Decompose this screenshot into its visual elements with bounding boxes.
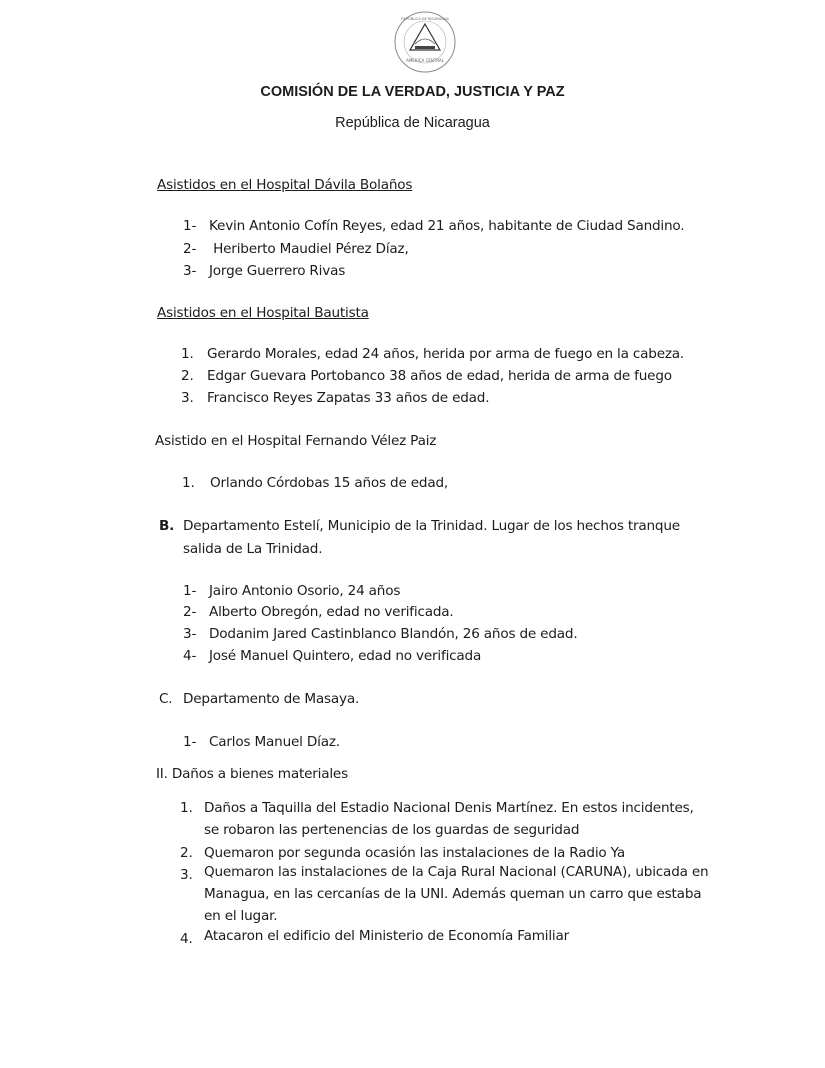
item-number: 1- [183,583,197,599]
list-item [181,390,489,406]
list-item-text: en el lugar. [204,908,278,924]
list-item [181,346,684,362]
section-heading-velez: Asistido en el Hospital Fernando Vélez Paiz [155,433,437,449]
item-text: Jorge Guerrero Rivas [209,263,346,279]
list-item-text: Quemaron las instalaciones de la Caja Rural Nacional (CARUNA), ubicada en [204,864,709,880]
list-item-number: 4. [180,931,193,947]
list-item-text: Atacaron el edificio del Ministerio de Economía Familiar [204,928,570,944]
item-number: 2. [181,368,194,384]
item-number: 2- [183,241,197,257]
item-text: Gerardo Morales, edad 24 años, herida por arma de fuego en la cabeza. [207,346,685,362]
section-letter-b: B. [159,518,175,534]
seal-text-bottom: AMERICA CENTRAL [406,58,444,63]
item-text: Dodanim Jared Castinblanco Blandón, 26 años de edad. [209,626,578,642]
section-heading-esteli-cont: salida de La Trinidad. [183,541,323,557]
section-heading-esteli: Departamento Estelí, Municipio de la Trinidad. Lugar de los hechos tranque [183,518,680,534]
item-number: 4- [183,648,197,664]
document-subtitle: República de Nicaragua [335,115,490,131]
item-text: Alberto Obregón, edad no verificada. [209,604,454,620]
item-number: 1. [182,475,195,491]
list-item [183,626,577,642]
list-item-number: 2. [180,845,193,861]
item-text: Francisco Reyes Zapatas 33 años de edad. [207,390,490,406]
list-item [181,368,672,384]
list-item-text: Managua, en las cercanías de la UNI. Además queman un carro que estaba [204,886,702,902]
list-item-number: 3. [180,867,193,883]
item-number: 3- [183,263,197,279]
list-item [183,263,345,279]
list-item [183,648,481,664]
list-item-number: 1. [180,800,193,816]
list-item [182,475,448,491]
list-item-text: Quemaron por segunda ocasión las instalaciones de la Radio Ya [204,845,625,861]
item-number: 1- [183,734,197,750]
section-heading-bautista: Asistidos en el Hospital Bautista [157,305,369,321]
item-text: José Manuel Quintero, edad no verificada [209,648,482,664]
seal-text-top: REPUBLICA DE NICARAGUA [401,17,449,21]
item-text: Carlos Manuel Díaz. [209,734,340,750]
item-text: Heriberto Maudiel Pérez Díaz, [209,241,409,257]
item-number: 2- [183,604,197,620]
item-text: Kevin Antonio Cofín Reyes, edad 21 años, habitante de Ciudad Sandino. [209,218,685,234]
item-number: 1- [183,218,197,234]
section-heading-masaya: Departamento de Masaya. [183,691,360,707]
coat-of-arms-seal [393,10,457,74]
section-heading-davila: Asistidos en el Hospital Dávila Bolaños [157,177,413,193]
section-letter-c: C. [159,691,173,707]
list-item-text: se robaron las pertenencias de los guardas de seguridad [204,822,580,838]
list-item-text: Daños a Taquilla del Estadio Nacional Denis Martínez. En estos incidentes, [204,800,694,816]
list-item [183,241,409,257]
item-number: 3. [181,390,194,406]
item-number: 3- [183,626,197,642]
item-text: Edgar Guevara Portobanco 38 años de edad, herida de arma de fuego [207,368,672,384]
item-text: Jairo Antonio Osorio, 24 años [209,583,401,599]
list-item [183,734,340,750]
list-item [183,583,400,599]
list-item [183,604,454,620]
document-title: COMISIÓN DE LA VERDAD, JUSTICIA Y PAZ [260,84,565,100]
item-text: Orlando Córdobas 15 años de edad, [210,475,449,491]
section-heading-danos: II. Daños a bienes materiales [156,766,348,782]
item-number: 1. [181,346,194,362]
list-item [183,218,684,234]
